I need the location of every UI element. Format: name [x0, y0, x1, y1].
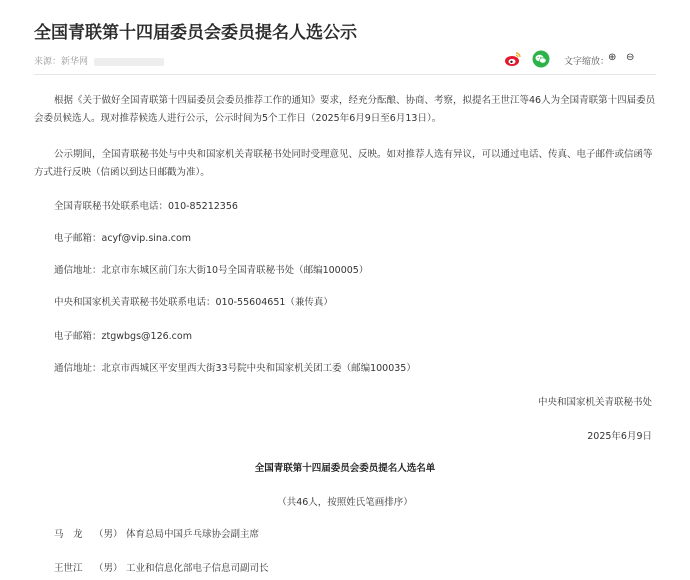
wechat-icon[interactable]: [532, 50, 550, 68]
list-item: [54, 560, 269, 578]
member-name: 王世江: [54, 563, 83, 574]
font-decrease-button[interactable]: ⊖: [626, 52, 635, 63]
source-label: 来源：新华网: [34, 57, 89, 67]
meta-row: [34, 50, 656, 72]
contact-phone-1: 全国青联秘书处联系电话：010-85212356: [54, 201, 238, 212]
member-title: 体育总局中国乒乓球协会副主席: [126, 529, 260, 540]
source-blurred-text: [94, 58, 164, 66]
member-gender: （男）: [94, 563, 123, 574]
member-title: 工业和信息化部电子信息司副司长: [126, 563, 269, 574]
font-increase-button[interactable]: ⊕: [608, 52, 617, 63]
contact-email-1: 电子邮箱：acyf@vip.sina.com: [54, 233, 192, 244]
contact-address-1: 通信地址：北京市东城区前门东大街10号全国青联秘书处（邮编100005）: [54, 265, 369, 276]
signature: 中央和国家机关青联秘书处: [537, 397, 652, 408]
list-title: 全国青联第十四届委员会委员提名人选名单: [254, 463, 436, 474]
source-line: [34, 54, 164, 67]
paragraph-announcement: 根据《关于做好全国青联第十四届委员会委员推荐工作的通知》要求，经充分酝酿、协商、考察，拟提名王世江等46人为全国青联第十四届委员会委员候选人。现对推荐候选人进行公示，公示时间为5个工作日（2025年6月9日至6月13日）。: [34, 95, 656, 124]
list-item: [54, 526, 259, 544]
font-size-label: 文字缩放：: [564, 57, 610, 67]
contact-email-2: 电子邮箱：ztgwbgs@126.com: [54, 331, 192, 342]
contact-address-2: 通信地址：北京市西城区平安里西大街33号院中央和国家机关团工委（邮编100035）: [54, 363, 416, 374]
header-divider: [34, 74, 656, 75]
list-note: （共46人，按照姓氏笔画排序）: [277, 497, 413, 508]
page-title: 全国青联第十四届委员会委员提名人选公示: [34, 23, 357, 43]
weibo-icon[interactable]: [504, 50, 522, 68]
publish-date: 2025年6月9日: [587, 431, 652, 442]
member-name: 马 龙: [54, 529, 83, 540]
member-gender: （男）: [94, 529, 123, 540]
paragraph-feedback: 公示期间，全国青联秘书处与中央和国家机关青联秘书处同时受理意见、反映。如对推荐人选有异议，可以通过电话、传真、电子邮件或信函等方式进行反映（信函以到达日邮戳为准）。: [34, 149, 653, 178]
contact-phone-2: 中央和国家机关青联秘书处联系电话：010-55604651（兼传真）: [54, 297, 333, 308]
